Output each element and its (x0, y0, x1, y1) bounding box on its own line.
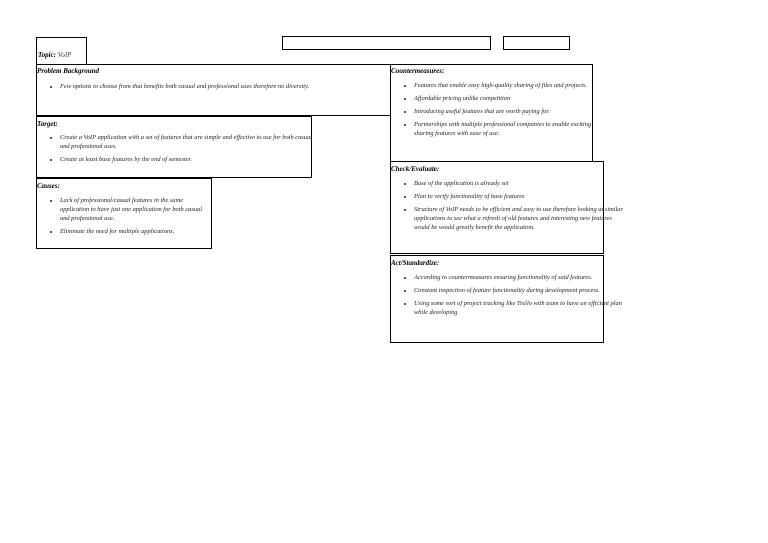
countermeasures-heading: Countermeasures: (391, 67, 445, 75)
act-standardize-list (391, 273, 625, 321)
causes-heading: Causes: (37, 182, 60, 190)
causes-item: • Eliminate the need for multiple applications. (60, 227, 212, 236)
check-evaluate-box (390, 161, 623, 254)
topic-line (38, 51, 71, 59)
causes-item: • Lack of professional/casual features in the same application to have just one application for both casual and professional use. (60, 196, 212, 223)
check-evaluate-item: • Plan to verify functionality of base features (414, 192, 625, 201)
problem-background-heading: Problem Background (37, 67, 100, 75)
problem-background-item: • Few options to choose from that benefits both casual and professional uses therefore no diversity. (60, 80, 360, 93)
target-list (37, 133, 312, 168)
act-standardize-item: • Constant inspection of feature functionality during development process. (414, 286, 625, 295)
check-evaluate-heading: Check/Evaluate: (391, 165, 440, 173)
act-standardize-heading: Act/Standardize: (391, 259, 440, 267)
check-evaluate-item: • Structure of VoIP needs to be efficient and easy to use therefore looking at similar applications to see what a refresh of old features and interesting new features would be would greatly benefit the application. (414, 205, 625, 232)
act-standardize-item: • Using some sort of project tracking like Trello with team to have an efficient plan while developing (414, 299, 625, 317)
countermeasures-item: • Features that enable easy high-quality sharing of files and projects. (414, 81, 604, 90)
act-standardize-box (390, 255, 622, 343)
target-item: • Create at least base features by the end of semester. (60, 155, 312, 164)
countermeasures-item: • Introducing useful features that are worth paying for. (414, 107, 604, 116)
topic-box (36, 37, 87, 65)
act-standardize-item: • According to countermeasures ensuring functionality of said features. (414, 273, 625, 282)
title-field-box (282, 36, 491, 50)
problem-background-box (36, 64, 393, 116)
problem-background-list (37, 80, 360, 97)
topic-value: VoIP (57, 51, 72, 59)
target-box (36, 116, 312, 178)
date-field-box (503, 36, 570, 50)
target-item: • Create a VoIP application with a set of features that are simple and effective to use for both casual and professional uses. (60, 133, 312, 151)
causes-box (36, 178, 212, 249)
check-evaluate-list (391, 179, 625, 236)
check-evaluate-item: • Base of the application is already set (414, 179, 625, 188)
target-heading: Target: (37, 120, 58, 128)
countermeasures-item: • Affordable pricing unlike competition (414, 94, 604, 103)
countermeasures-list (391, 81, 604, 142)
causes-list (37, 196, 212, 240)
topic-label: Topic: (38, 51, 57, 59)
countermeasures-item: • Partnerships with multiple professional companies to enable exciting sharing features with ease of use. (414, 120, 604, 138)
countermeasures-box (390, 64, 593, 162)
